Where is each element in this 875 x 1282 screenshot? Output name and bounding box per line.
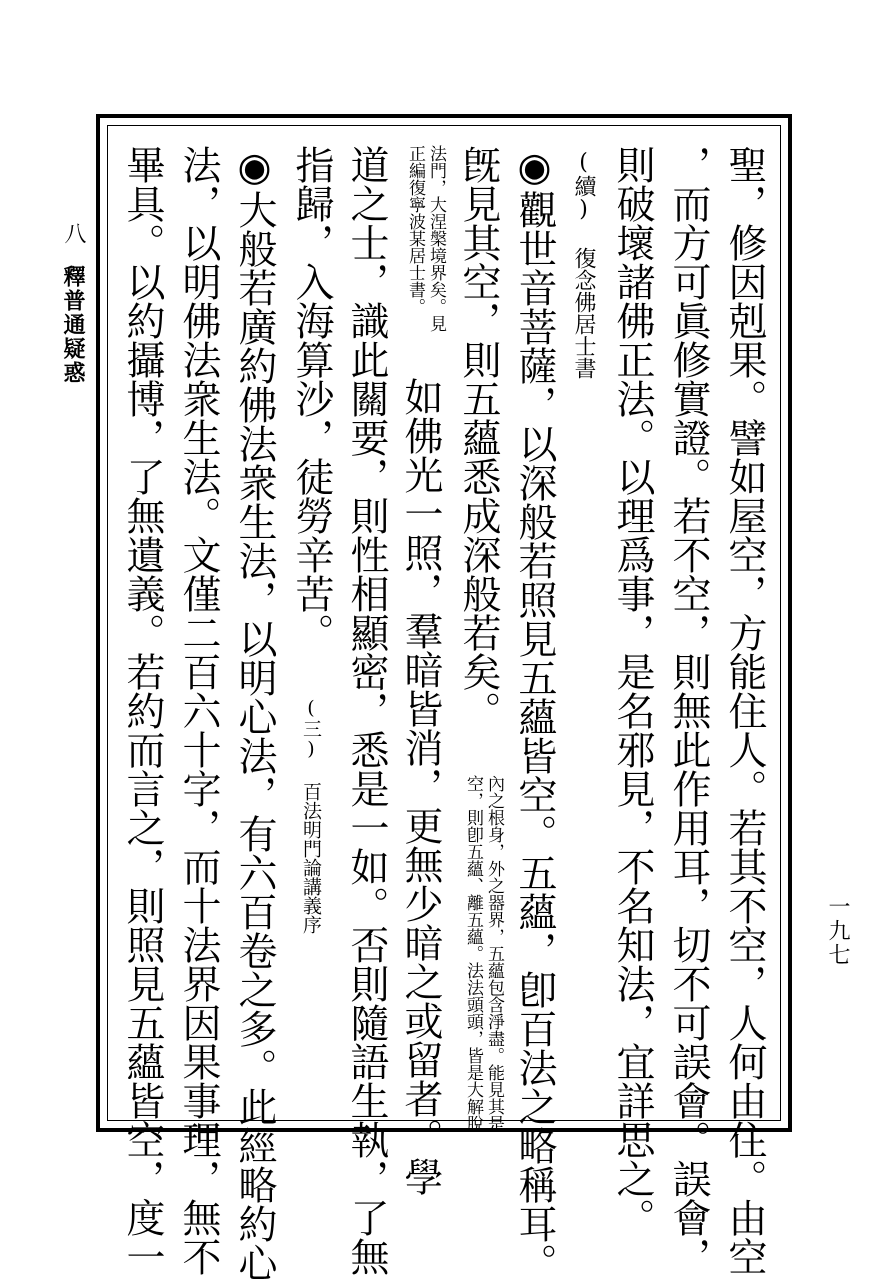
column-text: 法，以明佛法衆生法。文僅二百六十字，而十法界因果事理，無不 [176,145,221,1276]
text-column-7 [394,145,446,1196]
column-text: 旣見其空，則五蘊悉成深般若矣。 [456,145,501,730]
text-column-8 [340,145,392,1276]
section-heading: (三) 百法明門論講義序 [300,697,322,934]
note-line: 法門，大涅槃境界矣。見 [426,145,446,332]
text-column-3 [606,145,658,1237]
column-text: 指歸，入海算沙，徒勞辛苦。 [289,145,334,652]
chapter-title: 釋普通疑惑 [60,265,86,385]
annotation-note [404,145,446,332]
column-text: 如佛光一照，羣暗皆消，更無少暗之或留者。學 [398,377,443,1196]
text-column-5 [508,145,560,1282]
page-number: 一九七 [825,895,850,967]
text-column-11 [172,145,224,1276]
note-line: 正編復寧波某居士書。 [405,145,425,315]
text-column-1 [718,145,770,1276]
column-text: 聖，修因剋果。譬如屋空，方能住人。若其不空，人何由住。由空 [722,145,767,1276]
column-text: 道之士，識此關要，則性相顯密，悉是一如。否則隨語生執，了無 [344,145,389,1276]
text-column-4-letter-title [568,150,598,1105]
text-column-10 [228,145,280,1282]
column-text: ◉大般若廣約佛法衆生法，以明心法，有六百卷之多。此經略約心 [232,145,277,1282]
text-column-12 [116,145,168,1276]
note-line: 內之根身，外之器界，五蘊包含淨盡。能見其是 [484,775,504,1132]
text-column-6 [452,145,504,1132]
letter-heading: (續) 復念佛居士書 [571,150,596,379]
text-column-9 [285,145,337,1100]
column-text: 則破壞諸佛正法。以理爲事，是名邪見，不名知法，宜詳思之。 [610,145,655,1237]
chapter-number: 八 [61,222,86,246]
column-text: ，而方可眞修實證。若不空，則無此作用耳，切不可誤會。誤會， [666,145,711,1276]
annotation-note [462,775,504,1132]
column-text: 畢具。以約攝博，了無遺義。若約而言之，則照見五蘊皆空，度一 [120,145,165,1276]
column-text: ◉觀世音菩薩，以深般若照見五蘊皆空。五蘊，卽百法之略稱耳。 [512,145,557,1282]
note-line: 空，則卽五蘊、離五蘊。法法頭頭，皆是大解脫 [463,775,483,1132]
text-column-2 [662,145,714,1276]
